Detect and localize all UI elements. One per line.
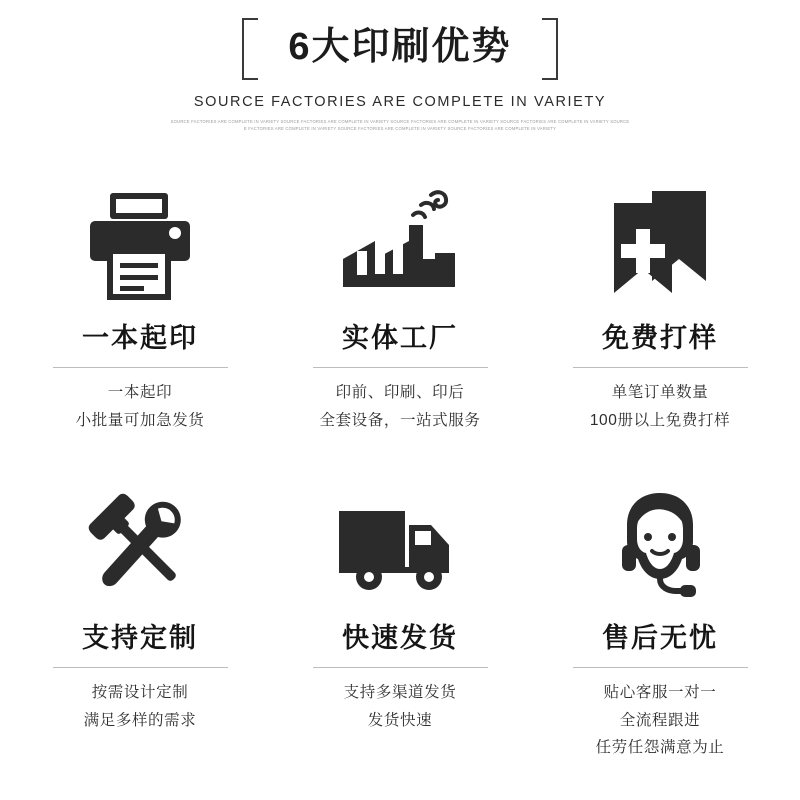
feature-description-line: 全流程跟进 [619, 711, 701, 729]
title-frame [242, 18, 557, 80]
feature-description-line: 贴心客服一对一 [603, 684, 717, 702]
feature-description-line: 单笔订单数量 [611, 384, 709, 402]
divider [573, 367, 748, 368]
feature-description-line: 印前、印刷、印后 [335, 384, 465, 402]
feature-card [10, 178, 270, 478]
feature-description [344, 679, 457, 734]
decorative-micro-text-line-1: SOURCE FACTORIES ARE COMPLETE IN VARIETY SOURCE FACTORIES ARE COMPLETE IN VARIETY SOURCE FACTORIES ARE COMPLETE IN VARIETY SOURCE FACTORIES ARE COMPLETE IN VARIETY SOURCE [170, 118, 630, 124]
page-title: 6大印刷优势 [288, 26, 512, 68]
feature-description-line: 按需设计定制 [91, 684, 189, 702]
feature-description-line: 一本起印 [107, 384, 173, 402]
printer-icon [80, 184, 200, 306]
factory-icon [335, 184, 465, 306]
decorative-micro-text-line-2: E FACTORIES ARE COMPLETE IN VARIETY SOURCE FACTORIES ARE COMPLETE IN VARIETY SOURCE FACTORIES ARE COMPLETE IN VARIETY [243, 125, 557, 131]
feature-description-line: 满足多样的需求 [83, 711, 197, 729]
hammer-wrench-icon [80, 484, 200, 606]
feature-description-line: 发货快速 [367, 711, 433, 729]
feature-description [590, 379, 730, 434]
feature-title: 一本起印 [82, 323, 198, 354]
divider [53, 667, 228, 668]
feature-card [10, 478, 270, 778]
feature-card [530, 178, 790, 478]
page-subtitle: SOURCE FACTORIES ARE COMPLETE IN VARIETY [193, 93, 607, 110]
feature-description [319, 379, 480, 434]
feature-card [270, 478, 530, 778]
bookmark-plus-icon [600, 184, 720, 306]
feature-grid [10, 178, 790, 778]
feature-description [76, 379, 205, 434]
divider [573, 667, 748, 668]
truck-icon [333, 484, 468, 606]
feature-title: 实体工厂 [342, 323, 458, 354]
feature-description-line: 100册以上免费打样 [589, 411, 731, 429]
divider [53, 367, 228, 368]
feature-title: 免费打样 [602, 323, 718, 354]
feature-card [270, 178, 530, 478]
feature-description [596, 679, 725, 762]
feature-description [84, 679, 197, 734]
feature-description-line: 支持多渠道发货 [343, 684, 457, 702]
headset-support-icon [600, 484, 720, 606]
divider [313, 667, 488, 668]
feature-title: 快速发货 [342, 623, 458, 654]
feature-description-line: 全套设备，一站式服务 [319, 411, 481, 429]
feature-title: 支持定制 [82, 623, 198, 654]
feature-description-line: 任劳任怨满意为止 [595, 739, 725, 757]
feature-description-line: 小批量可加急发货 [75, 411, 205, 429]
header [0, 0, 800, 132]
feature-card [530, 478, 790, 778]
divider [313, 367, 488, 368]
feature-title: 售后无忧 [602, 623, 718, 654]
